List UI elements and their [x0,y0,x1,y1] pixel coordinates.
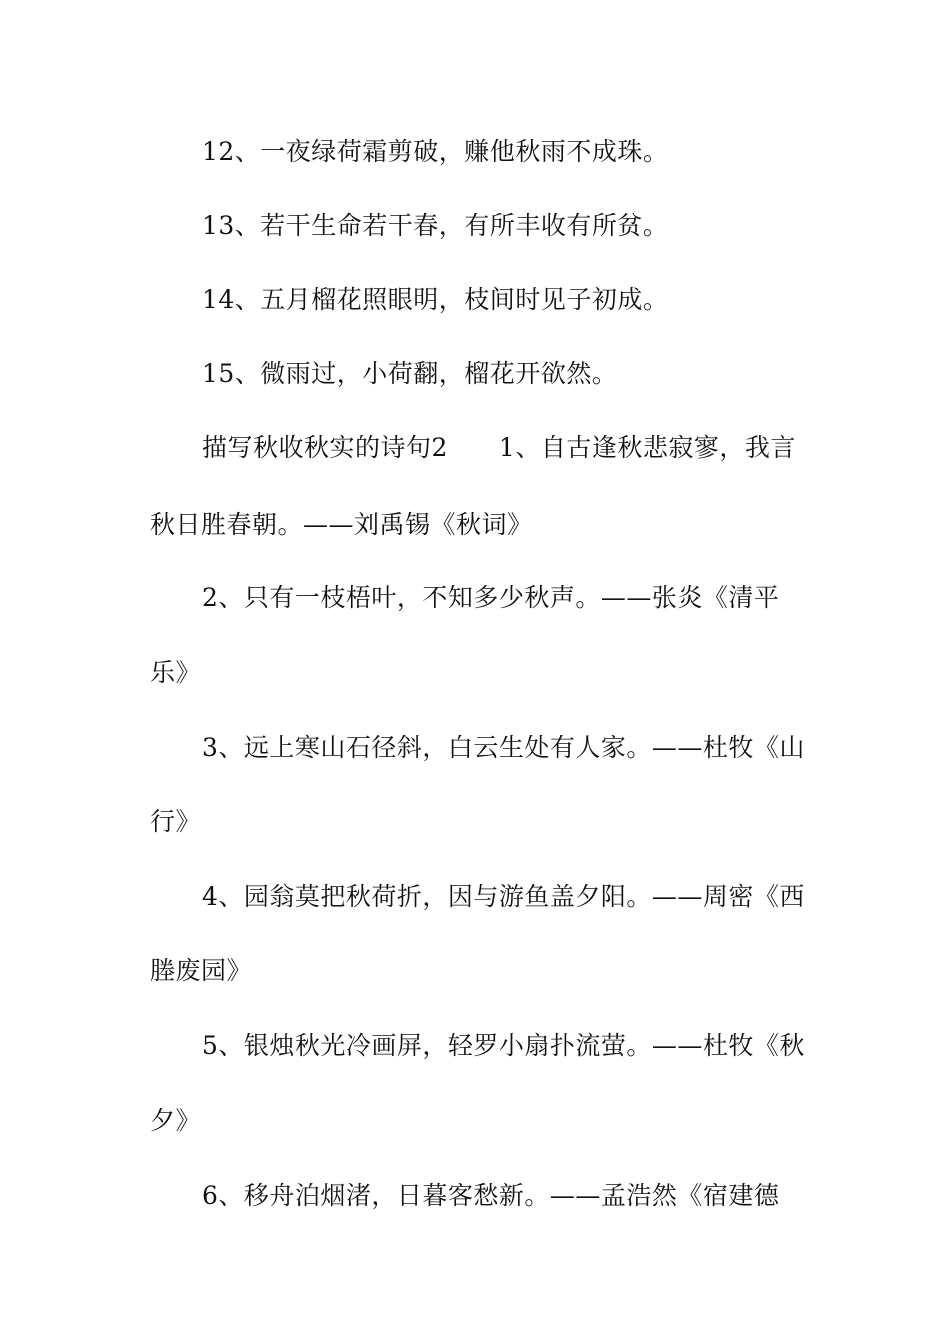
poem-line-2: 2、只有一枝梧叶，不知多少秋声。——张炎《清平 [202,583,780,612]
poem-line-6: 6、移舟泊烟渚，日暮客愁新。——孟浩然《宿建德 [202,1181,780,1210]
poem-line-3-continued: 行》 [150,807,202,836]
poem-line-13: 13、若干生命若干春，有所丰收有所贫。 [202,211,669,240]
poem-line-4-continued: 塍废园》 [150,956,253,985]
poem-line-2-continued: 乐》 [150,658,202,687]
poem-line-5: 5、银烛秋光冷画屏，轻罗小扇扑流萤。——杜牧《秋 [202,1031,805,1060]
poem-line-12: 12、一夜绿荷霜剪破，赚他秋雨不成珠。 [202,137,669,166]
poem-line-14: 14、五月榴花照眼明，枝间时见子初成。 [202,285,669,314]
poem-line-15: 15、微雨过，小荷翻，榴花开欲然。 [202,359,618,388]
poem-line-1-continued: 秋日胜春朝。——刘禹锡《秋词》 [150,510,533,539]
poem-line-5-continued: 夕》 [150,1106,202,1135]
poem-line-4: 4、园翁莫把秋荷折，因与游鱼盖夕阳。——周密《西 [202,882,805,911]
poem-line-3: 3、远上寒山石径斜，白云生处有人家。——杜牧《山 [202,733,805,762]
section-heading-line: 描写秋收秋实的诗句2 1、自古逢秋悲寂寥，我言 [202,433,796,462]
